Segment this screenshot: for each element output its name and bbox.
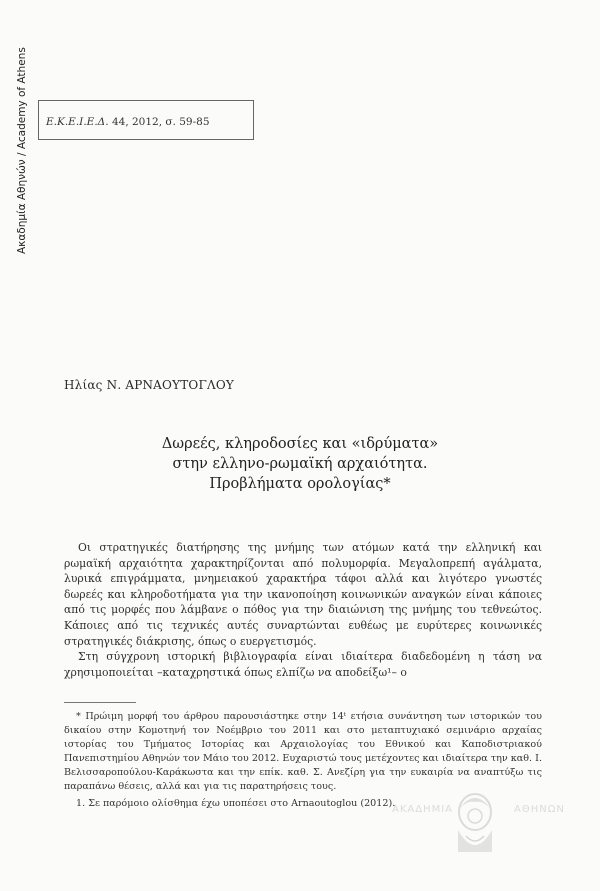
footnote-star: * Πρώιμη μορφή του άρθρου παρουσιάστηκε στην 14ᵗ ετήσια συνάντηση των ιστορικών του δικαίου στην Κομοτηνή τον Νοέμβριο του 2011 και στο μεταπτυχιακό σεμινάριο αρχαίας ιστορίας του Τμήματος Ιστορίας και Αρχαιολογίας του Εθνικού και Καποδιστριακού Πανεπιστημίου Αθηνών τον Μάιο του 2012. Ευχαριστώ τους μετέχοντες και ιδιαίτερα την καθ. Ι. Βελισσαροπούλου-Καράκωστα και την επίκ. καθ. Σ. Ανεζίρη για την ευκαιρία να αναπτύξω τις παραπάνω θέσεις, αλλά και για τις παρατηρήσεις τους. — [64, 711, 542, 792]
academy-stamp — [386, 790, 586, 862]
journal-reference — [46, 116, 210, 128]
journal-details: 44, 2012, σ. 59-85 — [111, 116, 210, 128]
article-title — [60, 434, 540, 494]
stamp-right-word: ΑΘΗΝΩΝ — [514, 804, 565, 815]
athena-seal-icon — [446, 790, 504, 856]
body-paragraph-1: Οι στρατηγικές διατήρησης της μνήμης των ατόμων κατά την ελληνική και ρωμαϊκή αρχαιότητα χαρακτηρίζονται από πολυμορφία. Μεγαλοπρεπή αγάλματα, λυρικά επιγράμματα, μνημειακού χαρακτήρα τάφοι αλλά και λιγότερο γνωστές δωρεές και κληροδοτήματα για την ικανοποίηση κοινωνικών αναγκών είναι κάποιες από τις μορφές που λάμβανε ο πόθος για την διαιώνιση της μνήμης του τεθνεώτος. Κάποιες από τις τεχνικές αυτές συναρτώνται ευθέως με ευρύτερες κοινωνικές στρατηγικές διάκρισης, όπως ο ευεργετισμός. — [64, 541, 542, 648]
footnote-1: 1. Σε παρόμοιο ολίσθημα έχω υποπέσει στο Arnaoutoglou (2012). — [76, 798, 396, 809]
side-watermark: Ακαδημία Αθηνών / Academy of Athens — [16, 47, 28, 254]
title-line-1: Δωρεές, κληροδοσίες και «ιδρύματα» — [161, 436, 439, 452]
article-body — [64, 540, 542, 680]
author-name: Ηλίας Ν. ΑΡΝΑΟΥΤΟΓΛΟΥ — [64, 378, 235, 392]
body-paragraph-2: Στη σύγχρονη ιστορική βιβλιογραφία είναι ιδιαίτερα διαδεδομένη η τάση να χρησιμοποιείται –καταχρηστικά όπως ελπίζω να αποδείξω¹– ο — [64, 650, 542, 679]
journal-abbreviation: Ε.Κ.Ε.Ι.Ε.Δ. — [46, 116, 109, 128]
title-line-3: Προβλήματα ορολογίας* — [209, 476, 391, 492]
stamp-left-word: ΑΚΑΔΗΜΙΑ — [392, 804, 454, 815]
title-line-2: στην ελληνο-ρωμαϊκή αρχαιότητα. — [172, 456, 428, 472]
footnote-divider — [64, 702, 136, 703]
